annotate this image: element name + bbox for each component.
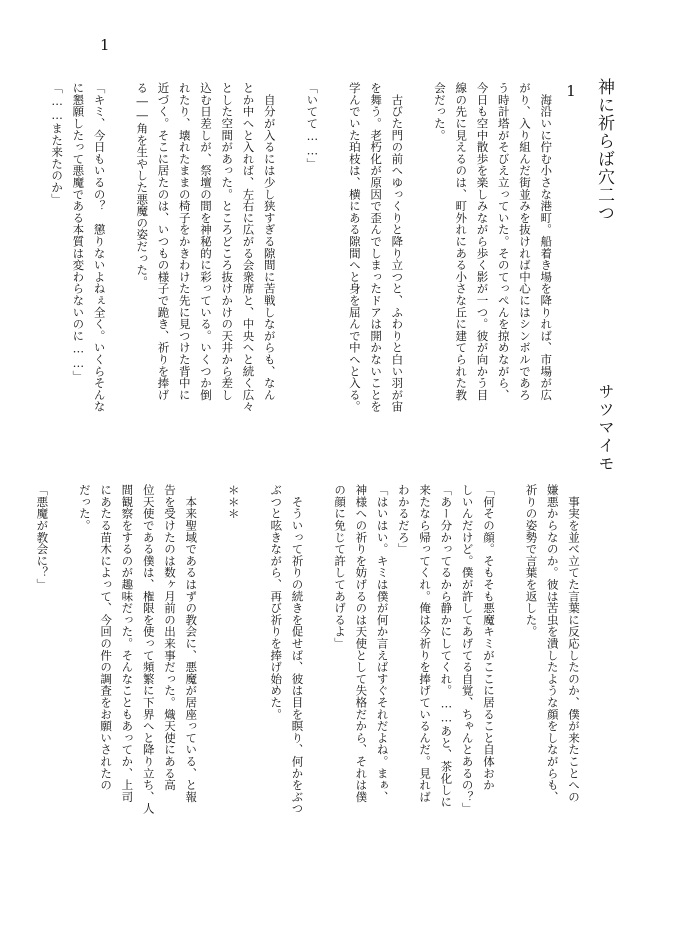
text-line: にあたる苗木によって、今回の件の調査をお願いされたの bbox=[99, 484, 114, 791]
text-line: 学んでいた珀枝は、横にある隙間へと身を屈んで中へと入る。 bbox=[347, 82, 362, 413]
text-line: 事実を並べ立てた言葉に反応したのか、僕が来たことへの bbox=[567, 484, 581, 803]
text-line: がり、入り組んだ街並みを抜ければ中心にはシンボルであろ bbox=[517, 82, 532, 401]
text-line: を舞う。老朽化が原因で歪んでしまったドアは開かないことを bbox=[369, 82, 384, 413]
page-number: 1 bbox=[100, 36, 110, 54]
text-line bbox=[110, 82, 131, 454]
text-line: 位天使である僕は、権限を使って頻繁に下界へと降り立ち、人 bbox=[141, 484, 156, 815]
text-line: 「あー分かってるから静かにしてくれ。……あと、茶化しに bbox=[439, 484, 454, 808]
text-line: 近づく。そこに居たのは、いつもの様子で跪き、祈りを捧げ bbox=[156, 82, 171, 401]
text-line: だった。 bbox=[77, 484, 92, 532]
text-line: 嫌悪からなのか。彼は苦虫を潰したような顔をしながらも、 bbox=[545, 484, 560, 803]
text-line: 本来聖域であるはずの教会に、悪魔が居座っている、と報 bbox=[184, 484, 199, 803]
text-line bbox=[499, 484, 520, 856]
text-line: 1 bbox=[562, 82, 580, 101]
text-line bbox=[52, 484, 73, 856]
text-line: とした空間があった。ところどころ抜けかけの天井から差し bbox=[220, 82, 235, 401]
text-line: 祈りの姿勢で言葉を返した。 bbox=[524, 484, 539, 638]
text-line: 間観察をするのが趣味だった。そんなこともあってか、上司 bbox=[120, 484, 135, 803]
text-line: 来たなら帰ってくれ。俺は今祈りを捧げているんだ。見れば bbox=[418, 484, 433, 803]
text-line: 込む日差しが、祭壇の間を神秘的に彩っている。いくつか倒 bbox=[199, 82, 213, 401]
text-line: う時計塔がそびえ立っていた。そのてっぺんを掠めながら、 bbox=[496, 82, 511, 401]
text-line bbox=[201, 484, 222, 856]
text-line bbox=[308, 484, 329, 856]
text-line bbox=[280, 82, 301, 454]
text-line: る――角を生やした悪魔の姿だった。 bbox=[135, 82, 150, 288]
text-line: しいんだけど。僕が許してあげてる自覚、ちゃんとあるの？」 bbox=[460, 484, 475, 815]
text-line: の顔に免じて許してあげるよ」 bbox=[333, 484, 348, 650]
text-line: れたり、壊れたままの椅子をかきわけた先に見つけた背中に bbox=[177, 82, 192, 401]
text-line: 「悪魔が教会に？」 bbox=[35, 484, 50, 591]
text-line: 神様への祈りを妨げるのは天使として失格だから、それは僕 bbox=[354, 484, 369, 803]
top-text-block bbox=[46, 82, 584, 454]
document-title: 神に祈らば穴二つ bbox=[594, 78, 614, 222]
text-line bbox=[244, 484, 265, 856]
text-line: 自分が入るには少し狭すぎる隙間に苦戦しながらも、なん bbox=[262, 82, 277, 401]
text-line bbox=[322, 82, 343, 454]
text-line: 「はいはい。キミは僕が何か言えばすぐそれだよね。まぁ、 bbox=[375, 484, 390, 803]
text-line: 線の先に見えるのは、町外れにある小さな丘に建てられた教 bbox=[454, 82, 469, 401]
text-line: ＊＊＊ bbox=[226, 484, 241, 520]
text-line: 海沿いに佇む小さな港町。船着き場を降りれば、市場が広 bbox=[539, 82, 554, 401]
text-line: 会だった。 bbox=[432, 82, 447, 141]
text-line: 告を受けたのは数ヶ月前の出来事だった。熾天使にある高 bbox=[162, 484, 177, 791]
text-line: ぶつと呟きながら、再び祈りを捧げ始めた。 bbox=[269, 484, 284, 720]
text-line: 「キミ、今日もいるの？ 懲りないよねぇ全く。いくらそんな bbox=[92, 82, 107, 413]
text-line: 「……また来たのか」 bbox=[50, 82, 65, 205]
text-line: とか中へと入れば、左右に広がる会衆席と、中央へと続く広々 bbox=[241, 82, 256, 413]
text-line: 「何その顔。そもそも悪魔キミがここに居ること自体おか bbox=[481, 484, 496, 791]
text-line: 古びた門の前へゆっくりと降り立つと、ふわりと白い羽が宙 bbox=[390, 82, 405, 413]
text-line: に懇願したって悪魔である本質は変わらないのに……」 bbox=[71, 82, 86, 382]
bottom-text-block bbox=[31, 484, 584, 856]
author-name: サツマイモ bbox=[596, 383, 615, 473]
text-line: そういって祈りの続きを促せば、彼は目を瞑り、何かをぶつ bbox=[290, 484, 305, 815]
text-line: わかるだろ」 bbox=[396, 484, 411, 555]
text-line bbox=[407, 82, 428, 454]
text-line: 今日も空中散歩を楽しみながら歩く影が一つ。彼が向かう目 bbox=[475, 82, 490, 401]
text-line: 「いてて……」 bbox=[305, 82, 320, 170]
